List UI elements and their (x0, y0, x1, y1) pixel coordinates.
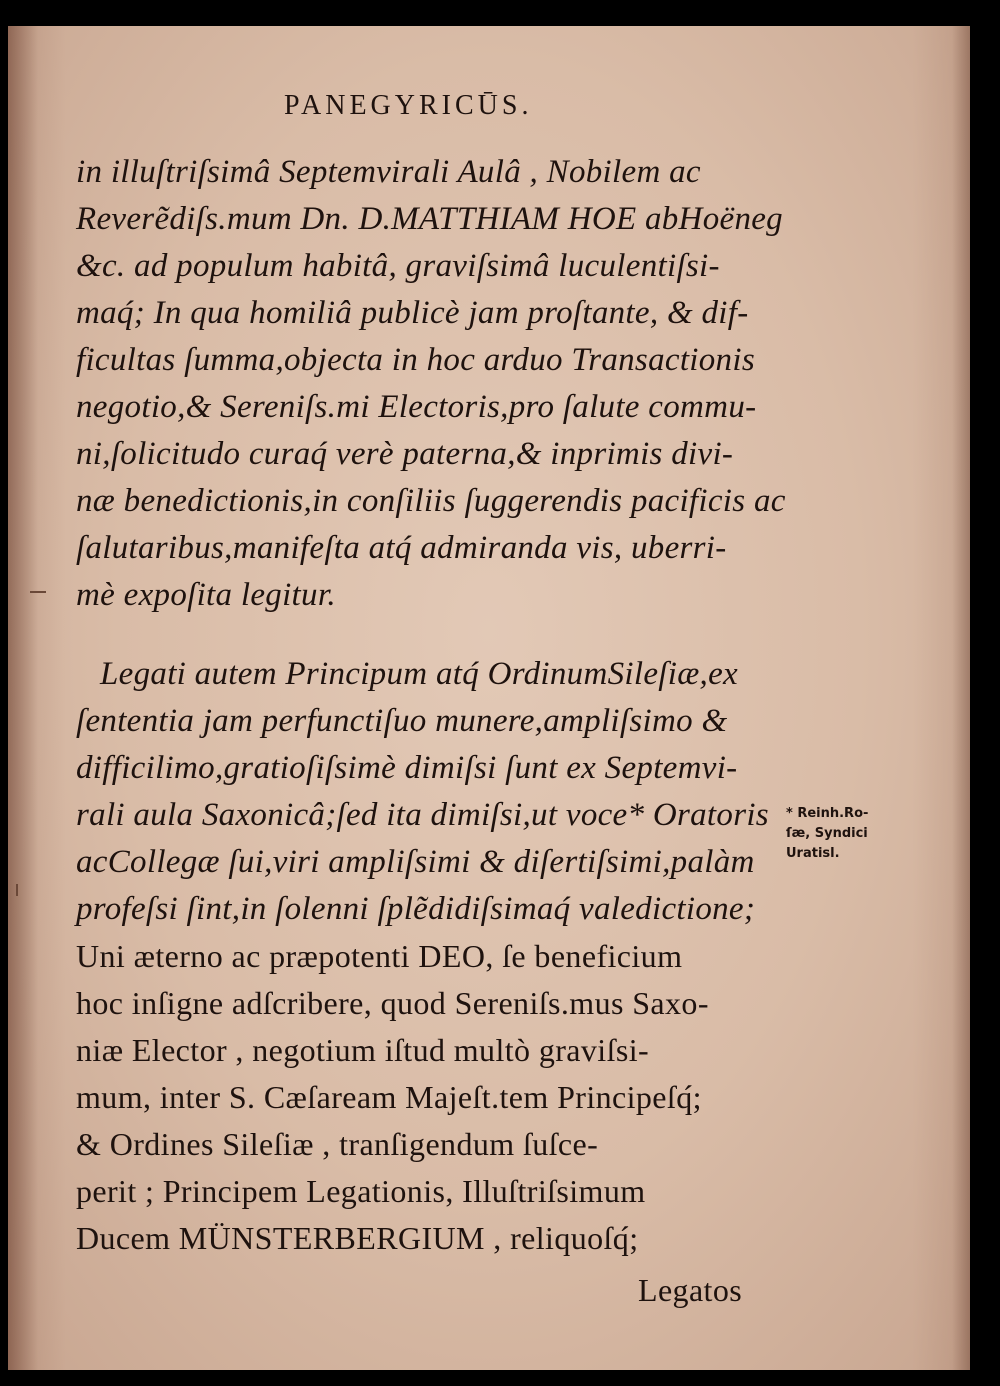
text-line: Ducem MÜNSTERBERGIUM , reliquoſq́; (76, 1220, 639, 1256)
text-line: hoc inſigne adſcribere, quod Sereniſs.mus Saxo- (76, 985, 709, 1021)
text-line: ſententia jam perfunctiſuo munere,ampliſsimo & (76, 703, 728, 739)
text-line: niæ Elector , negotium iſtud multò graviſsi- (76, 1032, 650, 1068)
text-line: Uni æterno ac præpotenti DEO, ſe beneficium (76, 938, 683, 974)
book-page (8, 26, 970, 1370)
marginal-note-line: * Reinh.Ro- (786, 806, 869, 821)
text-line: mum, inter S. Cæſaream Majeſt.tem Principeſq́; (76, 1079, 702, 1115)
text-line: ni,ſolicitudo curaq́ verè paterna,& inprimis divi- (76, 436, 734, 472)
page-gutter-shadow (8, 26, 38, 1370)
catchword: Legatos (638, 1272, 743, 1308)
text-line: acCollegæ ſui,viri ampliſsimi & diſertiſsimi,palàm (76, 844, 755, 880)
text-line: in illuſtriſsimâ Septemvirali Aulâ , Nobilem ac (76, 154, 701, 190)
margin-mark (16, 884, 18, 896)
text-line: perit ; Principem Legationis, Illuſtriſsimum (76, 1173, 646, 1209)
text-line: mè expoſita legitur. (76, 577, 336, 613)
page-edge-shadow (952, 26, 970, 1370)
text-line: ficultas ſumma,objecta in hoc arduo Transactionis (76, 342, 755, 378)
text-line: Legati autem Principum atq́ OrdinumSileſiæ,ex (100, 656, 738, 692)
marginal-note-line: ſæ, Syndici (786, 826, 868, 841)
text-line: rali aula Saxonicâ;ſed ita dimiſsi,ut voce* Oratoris (76, 797, 769, 833)
text-line: profeſsi ſint,in ſolenni ſplẽdidiſsimaq́ valedictione; (76, 891, 756, 927)
text-line: &c. ad populum habitâ, graviſsimâ luculentiſsi- (76, 248, 720, 284)
text-line: difficilimo,gratioſiſsimè dimiſsi ſunt ex Septemvi- (76, 750, 738, 786)
text-line: maq́; In qua homiliâ publicè jam proſtante, & dif- (76, 295, 749, 331)
running-head: PANEGYRICŪS. (284, 90, 533, 121)
text-line: Reverẽdiſs.mum Dn. D.MATTHIAM HOE abHoëneg (76, 201, 783, 237)
text-line: ſalutaribus,manifeſta atq́ admiranda vis, uberri- (76, 530, 727, 566)
margin-mark (30, 591, 46, 593)
text-line: næ benedictionis,in conſiliis ſuggerendis pacificis ac (76, 483, 786, 519)
text-line: negotio,& Sereniſs.mi Electoris,pro ſalute commu- (76, 389, 757, 425)
text-line: & Ordines Sileſiæ , tranſigendum ſuſce- (76, 1126, 599, 1162)
marginal-note-line: Uratisl. (786, 846, 840, 861)
